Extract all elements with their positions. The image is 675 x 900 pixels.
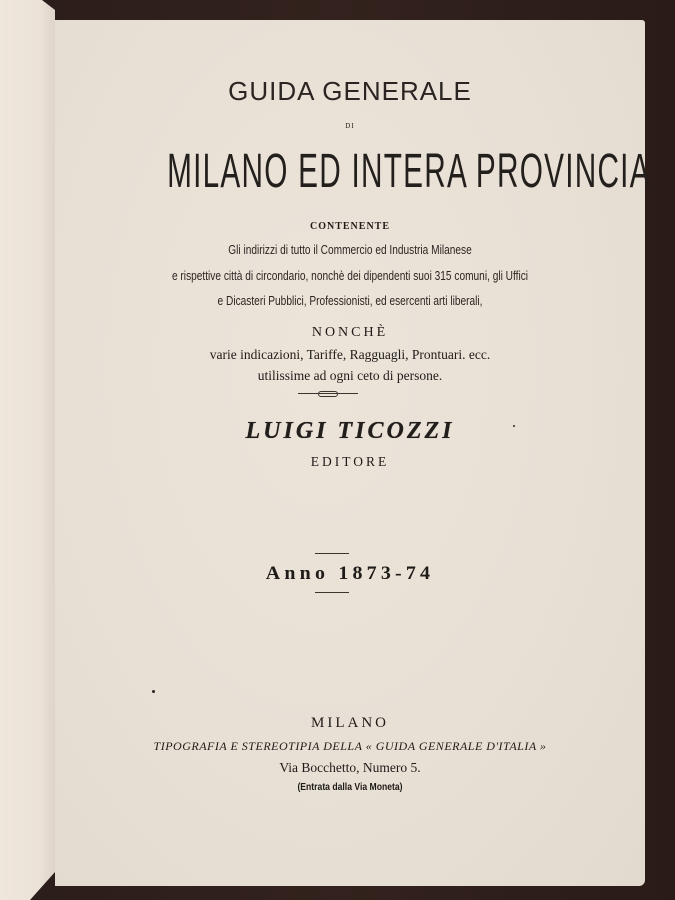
ink-speck <box>513 425 515 427</box>
contents-label: CONTENENTE <box>309 221 390 232</box>
title-page <box>55 20 651 886</box>
year-rule-top <box>315 553 349 554</box>
ornamental-divider <box>298 393 358 396</box>
ink-speck <box>152 690 155 693</box>
extra-line: utilissime ad ogni ceto di persone. <box>257 368 443 383</box>
publisher-name: LUIGI TICOZZI <box>245 418 455 444</box>
nonche-label: NONCHÈ <box>311 325 389 340</box>
imprint-printer: TIPOGRAFIA E STEREOTIPIA DELLA « GUIDA GENERALE D'ITALIA » <box>153 739 547 753</box>
title-guida-generale: GUIDA GENERALE <box>228 76 472 106</box>
title-milano-provincia: MILANO ED INTERA PROVINCIA <box>167 145 651 198</box>
contents-line: Gli indirizzi di tutto il Commercio ed Industria Milanese <box>228 242 472 257</box>
contents-line: e Dicasteri Pubblici, Professionisti, ed esercenti arti liberali, <box>217 293 483 308</box>
contents-line: e rispettive città di circondario, nonchè dei dipendenti suoi 315 comuni, gli Uffici <box>171 268 529 283</box>
extra-line: varie indicazioni, Tariffe, Ragguagli, Prontuari. ecc. <box>209 347 491 362</box>
publisher-role: EDITORE <box>310 454 390 469</box>
imprint-city: MILANO <box>311 715 389 731</box>
imprint-address: Via Bocchetto, Numero 5. <box>279 760 421 775</box>
edition-year: Anno 1873-74 <box>265 563 435 584</box>
year-rule-bottom <box>315 592 349 593</box>
imprint-entrance: (Entrata dalla Via Moneta) <box>297 781 403 793</box>
facing-page-edge <box>0 0 56 900</box>
title-connector: DI <box>345 122 355 130</box>
